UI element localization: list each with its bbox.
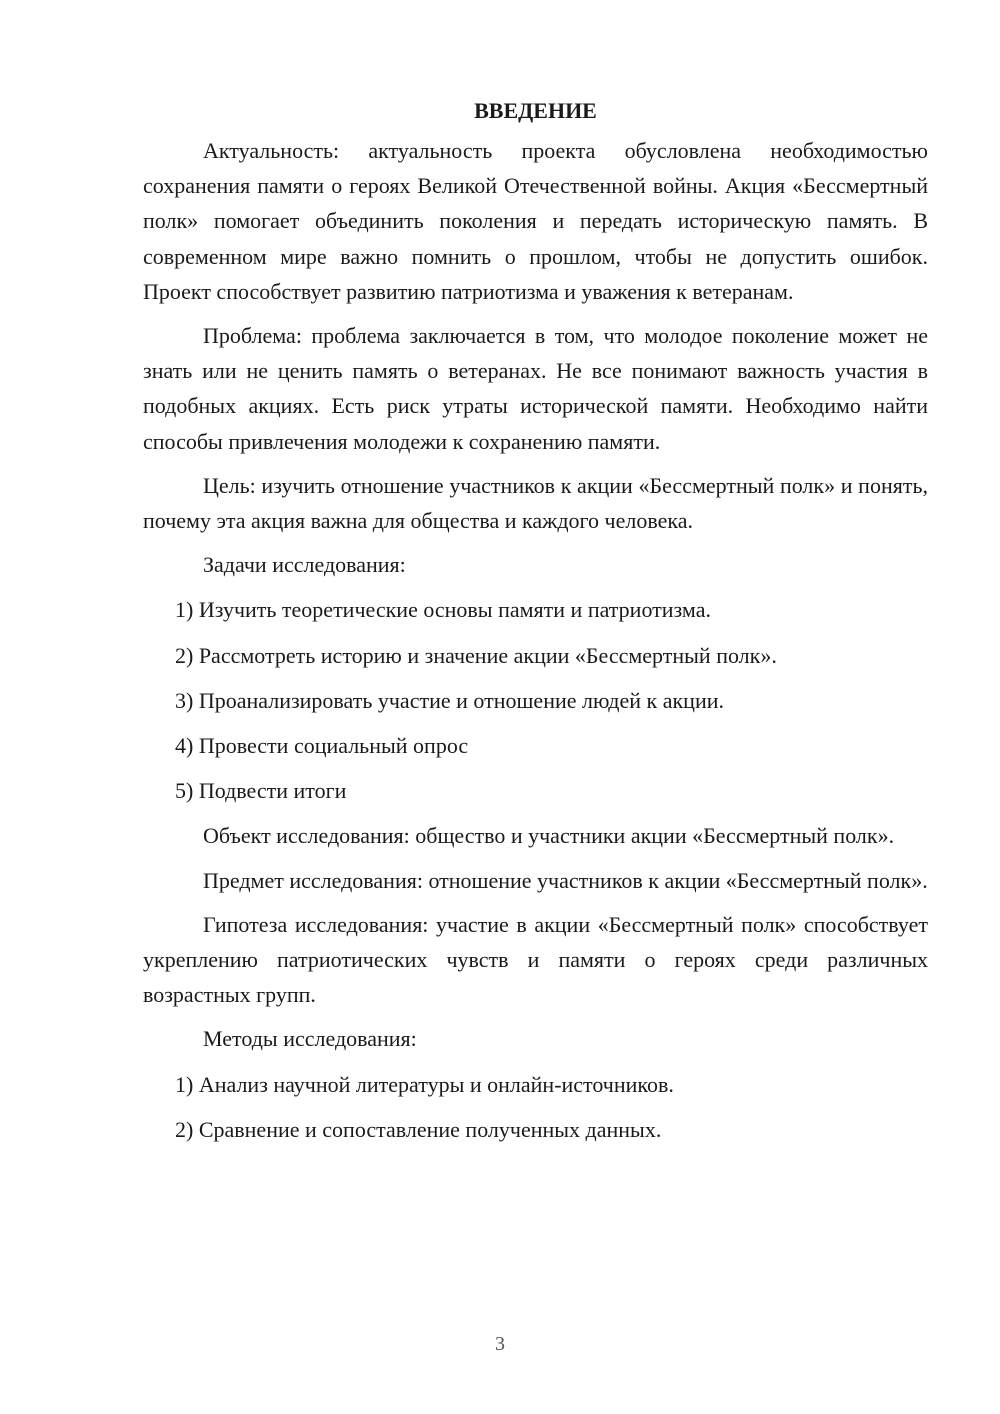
list-item: 2) Сравнение и сопоставление полученных данных. bbox=[175, 1116, 662, 1142]
page-number: 3 bbox=[495, 1333, 505, 1355]
list-item: 1) Анализ научной литературы и онлайн-источников. bbox=[175, 1071, 674, 1097]
list-item: 3) Проанализировать участие и отношение людей к акции. bbox=[175, 687, 724, 713]
subject-paragraph: Предмет исследования: отношение участников к акции «Бессмертный полк». bbox=[203, 867, 928, 893]
section-title: ВВЕДЕНИЕ bbox=[474, 98, 597, 123]
tasks-list bbox=[143, 592, 928, 808]
relevance-paragraph: Актуальность: актуальность проекта обусловлена необходимостью сохранения памяти о героях Великой Отечественной войны. Акция «Бессмертный полк» помогает объединить поколения и передать историческую память. В современном мире важно помнить о прошлом, чтобы не допустить ошибок. Проект способствует развитию патриотизма и уважения к ветеранам. bbox=[143, 138, 928, 304]
tasks-heading: Задачи исследования: bbox=[203, 552, 406, 578]
document-page bbox=[143, 95, 928, 1157]
problem-paragraph: Проблема: проблема заключается в том, что молодое поколение может не знать или не ценить память о ветеранах. Не все понимают важность участия в подобных акциях. Есть риск утраты исторической памяти. Необходимо найти способы привлечения молодежи к сохранению памяти. bbox=[143, 323, 928, 454]
goal-paragraph: Цель: изучить отношение участников к акции «Бессмертный полк» и понять, почему эта акция важна для общества и каждого человека. bbox=[143, 472, 928, 534]
methods-heading: Методы исследования: bbox=[203, 1026, 417, 1052]
list-item: 5) Подвести итоги bbox=[175, 778, 347, 804]
object-paragraph: Объект исследования: общество и участники акции «Бессмертный полк». bbox=[203, 823, 895, 849]
methods-list bbox=[143, 1067, 928, 1147]
list-item: 2) Рассмотреть историю и значение акции «Бессмертный полк». bbox=[175, 642, 777, 668]
list-item: 1) Изучить теоретические основы памяти и патриотизма. bbox=[175, 597, 711, 623]
list-item: 4) Провести социальный опрос bbox=[175, 733, 469, 759]
hypothesis-paragraph: Гипотеза исследования: участие в акции «Бессмертный полк» способствует укреплению патриотических чувств и памяти о героях среди различных возрастных групп. bbox=[143, 911, 928, 1008]
